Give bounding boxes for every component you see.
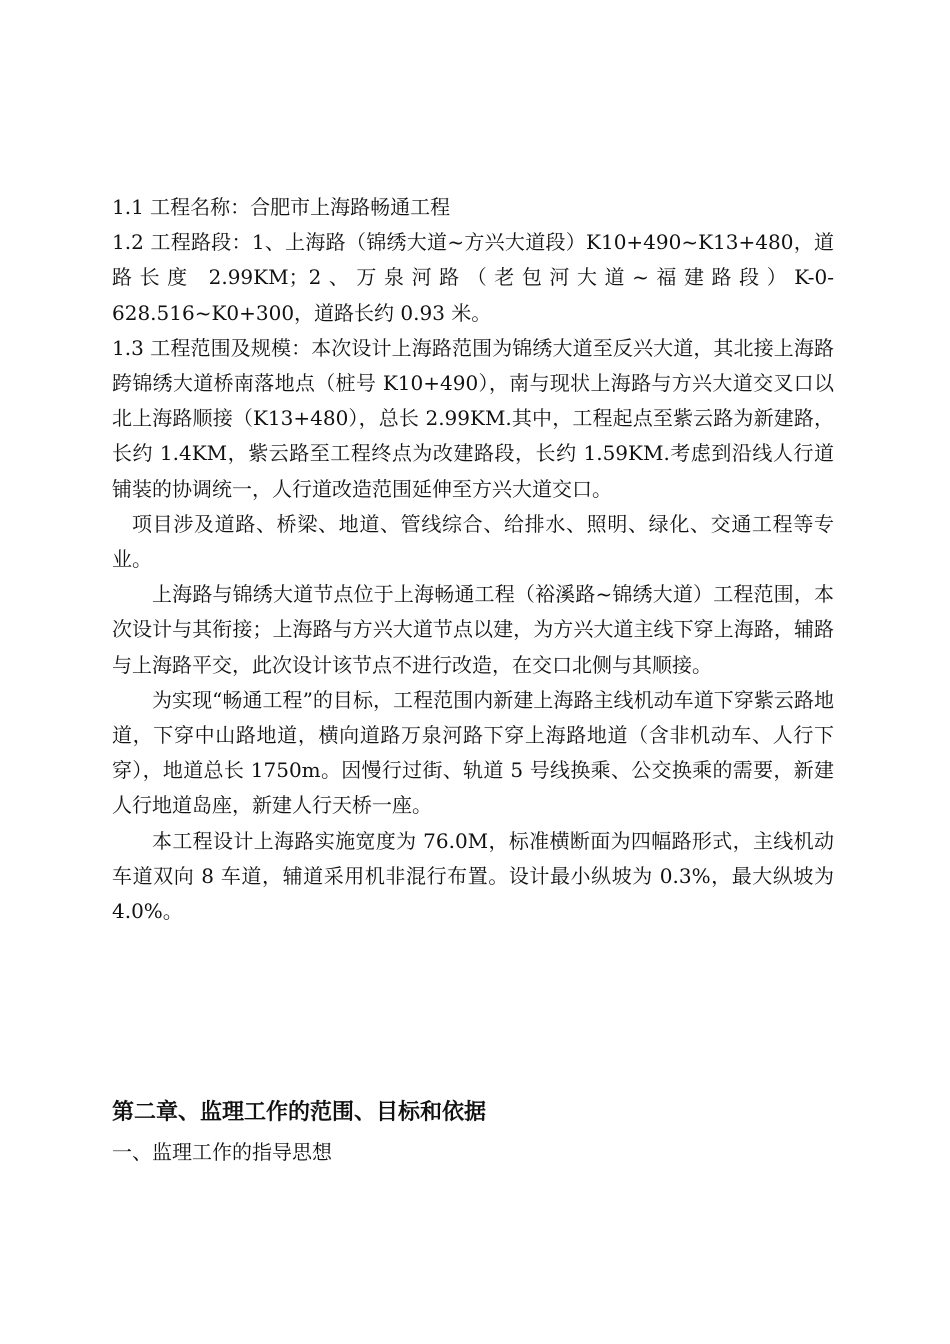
disciplines-paragraph: 项目涉及道路、桥梁、地道、管线综合、给排水、照明、绿化、交通工程等专业。 [112,511,834,572]
project-scope-paragraph: 1.3 工程范围及规模：本次设计上海路范围为锦绣大道至反兴大道，其北接上海路跨锦绣大道桥南落地点（桩号 K10+490），南与现状上海路与方兴大道交叉口以北上海路顺接（K13+480），总长 2.99KM.其中，工程起点至紫云路为新建路，长约 1.4KM，紫云路至工程终点为改建路段，长约 1.59KM.考虑到沿线人行道铺装的协调统一，人行道改造范围延伸至方兴大道交口。 [112,335,834,501]
document-body [112,190,834,929]
section-title: 一、监理工作的指导思想 [112,1140,332,1164]
project-section-paragraph: 1.2 工程路段：1、上海路（锦绣大道~方兴大道段）K10+490~K13+480，道路长度 2.99KM；2、万泉河路（老包河大道~福建路段）K-0-628.516~K0+300，道路长约 0.93 米。 [112,230,834,325]
project-name-paragraph: 1.1 工程名称：合肥市上海路畅通工程 [112,195,451,219]
chapter-title: 第二章、监理工作的范围、目标和依据 [112,1100,487,1125]
underpass-paragraph: 为实现“畅通工程”的目标，工程范围内新建上海路主线机动车道下穿紫云路地道，下穿中山路地道，横向道路万泉河路下穿上海路地道（含非机动车、人行下穿），地道总长 1750m。因慢行过街、轨道 5 号线换乘、公交换乘的需要，新建人行地道岛座，新建人行天桥一座。 [112,687,834,818]
node-connection-paragraph: 上海路与锦绣大道节点位于上海畅通工程（裕溪路~锦绣大道）工程范围，本次设计与其衔接；上海路与方兴大道节点以建，为方兴大道主线下穿上海路，辅路与上海路平交，此次设计该节点不进行改造，在交口北侧与其顺接。 [112,582,834,677]
cross-section-paragraph: 本工程设计上海路实施宽度为 76.0M，标准横断面为四幅路形式，主线机动车道双向 8 车道，辅道采用机非混行布置。设计最小纵坡为 0.3%，最大纵坡为 4.0%。 [112,828,834,924]
